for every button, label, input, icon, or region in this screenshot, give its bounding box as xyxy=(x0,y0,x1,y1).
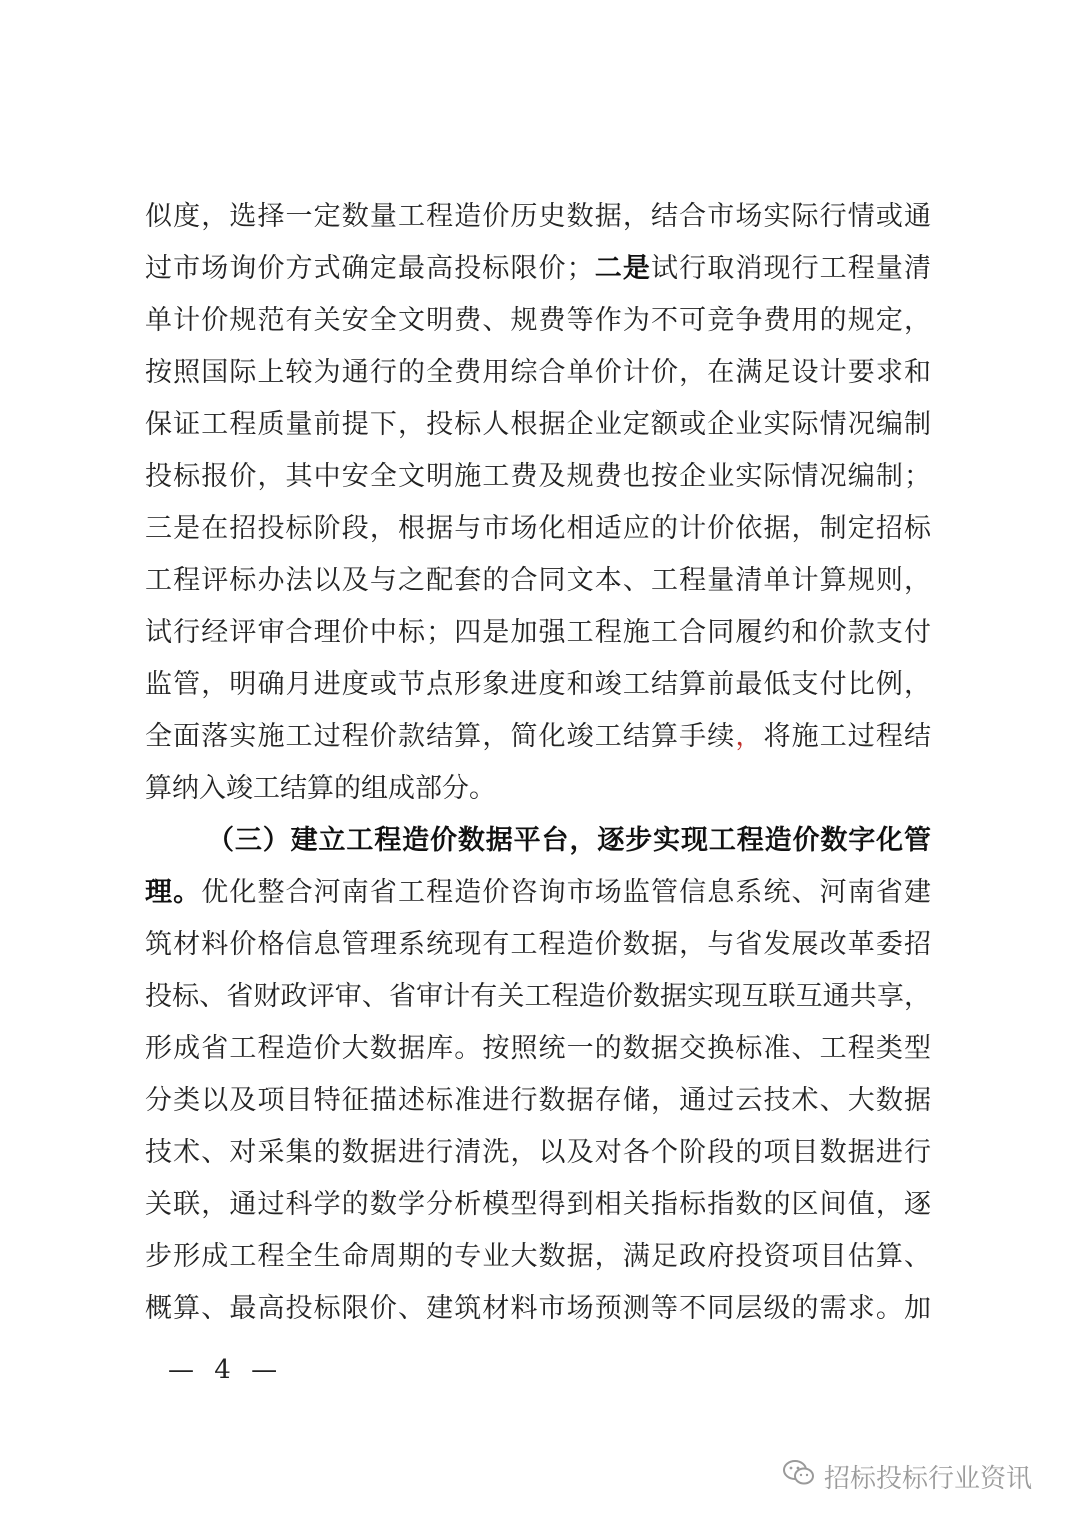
wechat-icon xyxy=(782,1458,816,1495)
paragraph-line xyxy=(145,1023,931,1075)
text-run: 试行经评审合理价中标；四是加强工程施工合同履约和价款支付 xyxy=(145,617,931,648)
red-punctuation: ， xyxy=(735,721,764,752)
text-run: 似度，选择一定数量工程造价历史数据，结合市场实际行情或通 xyxy=(145,201,931,232)
bold-text: （三）建立工程造价数据平台，逐步实现工程造价数字化管 xyxy=(207,825,931,856)
watermark xyxy=(782,1458,1032,1495)
paragraph-line xyxy=(145,555,931,607)
paragraph-line xyxy=(145,867,931,919)
text-run: 将施工过程结 xyxy=(763,721,932,752)
paragraph-line xyxy=(145,607,931,659)
paragraph-line xyxy=(145,1231,931,1283)
text-run: 概算、最高投标限价、建筑材料市场预测等不同层级的需求。加 xyxy=(145,1293,931,1324)
paragraph-line xyxy=(145,1179,931,1231)
section-heading-line xyxy=(145,815,931,867)
paragraph-line xyxy=(145,1283,931,1335)
document-body xyxy=(145,191,931,1335)
text-run: 形成省工程造价大数据库。按照统一的数据交换标准、工程类型 xyxy=(145,1033,931,1064)
bold-text: 二是 xyxy=(593,253,652,284)
text-run: 试行取消现行工程量清 xyxy=(651,253,932,284)
text-run: 优化整合河南省工程造价咨询市场监管信息系统、河南省建 xyxy=(201,877,932,908)
paragraph-line xyxy=(145,1075,931,1127)
text-run: 单计价规范有关安全文明费、规费等作为不可竞争费用的规定， xyxy=(145,305,931,336)
text-run: 按照国际上较为通行的全费用综合单价计价，在满足设计要求和 xyxy=(145,357,931,388)
paragraph-line xyxy=(145,243,931,295)
paragraph-line xyxy=(145,711,931,763)
text-run: 步形成工程全生命周期的专业大数据，满足政府投资项目估算、 xyxy=(145,1241,931,1272)
watermark-text: 招标投标行业资讯 xyxy=(824,1464,1033,1494)
text-run: 关联，通过科学的数学分析模型得到相关指标指数的区间值，逐 xyxy=(145,1189,931,1220)
text-run: 全面落实施工过程价款结算，简化竣工结算手续 xyxy=(145,721,736,752)
paragraph-line xyxy=(145,295,931,347)
text-run: 分类以及项目特征描述标准进行数据存储，通过云技术、大数据 xyxy=(145,1085,931,1116)
paragraph-line xyxy=(145,347,931,399)
paragraph-line xyxy=(145,399,931,451)
paragraph-line xyxy=(145,503,931,555)
paragraph-line xyxy=(145,191,931,243)
text-run: 投标报价，其中安全文明施工费及规费也按企业实际情况编制； xyxy=(145,461,931,492)
paragraph-line xyxy=(145,1127,931,1179)
paragraph-line xyxy=(145,659,931,711)
paragraph-line xyxy=(145,971,931,1023)
text-run: 过市场询价方式确定最高投标限价； xyxy=(145,253,594,284)
text-run: 投标、省财政评审、省审计有关工程造价数据实现互联互通共享， xyxy=(145,981,931,1012)
text-run: 筑材料价格信息管理系统现有工程造价数据，与省发展改革委招 xyxy=(145,929,931,960)
paragraph-line xyxy=(145,763,931,815)
paragraph-line xyxy=(145,919,931,971)
text-run: 技术、对采集的数据进行清洗，以及对各个阶段的项目数据进行 xyxy=(145,1137,931,1168)
text-run: 工程评标办法以及与之配套的合同文本、工程量清单计算规则， xyxy=(145,565,931,596)
text-run: 保证工程质量前提下，投标人根据企业定额或企业实际情况编制 xyxy=(145,409,931,440)
paragraph-line xyxy=(145,451,931,503)
text-run: 三是在招投标阶段，根据与市场化相适应的计价依据，制定招标 xyxy=(145,513,931,544)
text-run: 监管，明确月进度或节点形象进度和竣工结算前最低支付比例， xyxy=(145,669,931,700)
bold-text: 理。 xyxy=(145,877,202,908)
page-number: — 4 — xyxy=(168,1355,284,1385)
text-run: 算纳入竣工结算的组成部分。 xyxy=(145,773,496,804)
